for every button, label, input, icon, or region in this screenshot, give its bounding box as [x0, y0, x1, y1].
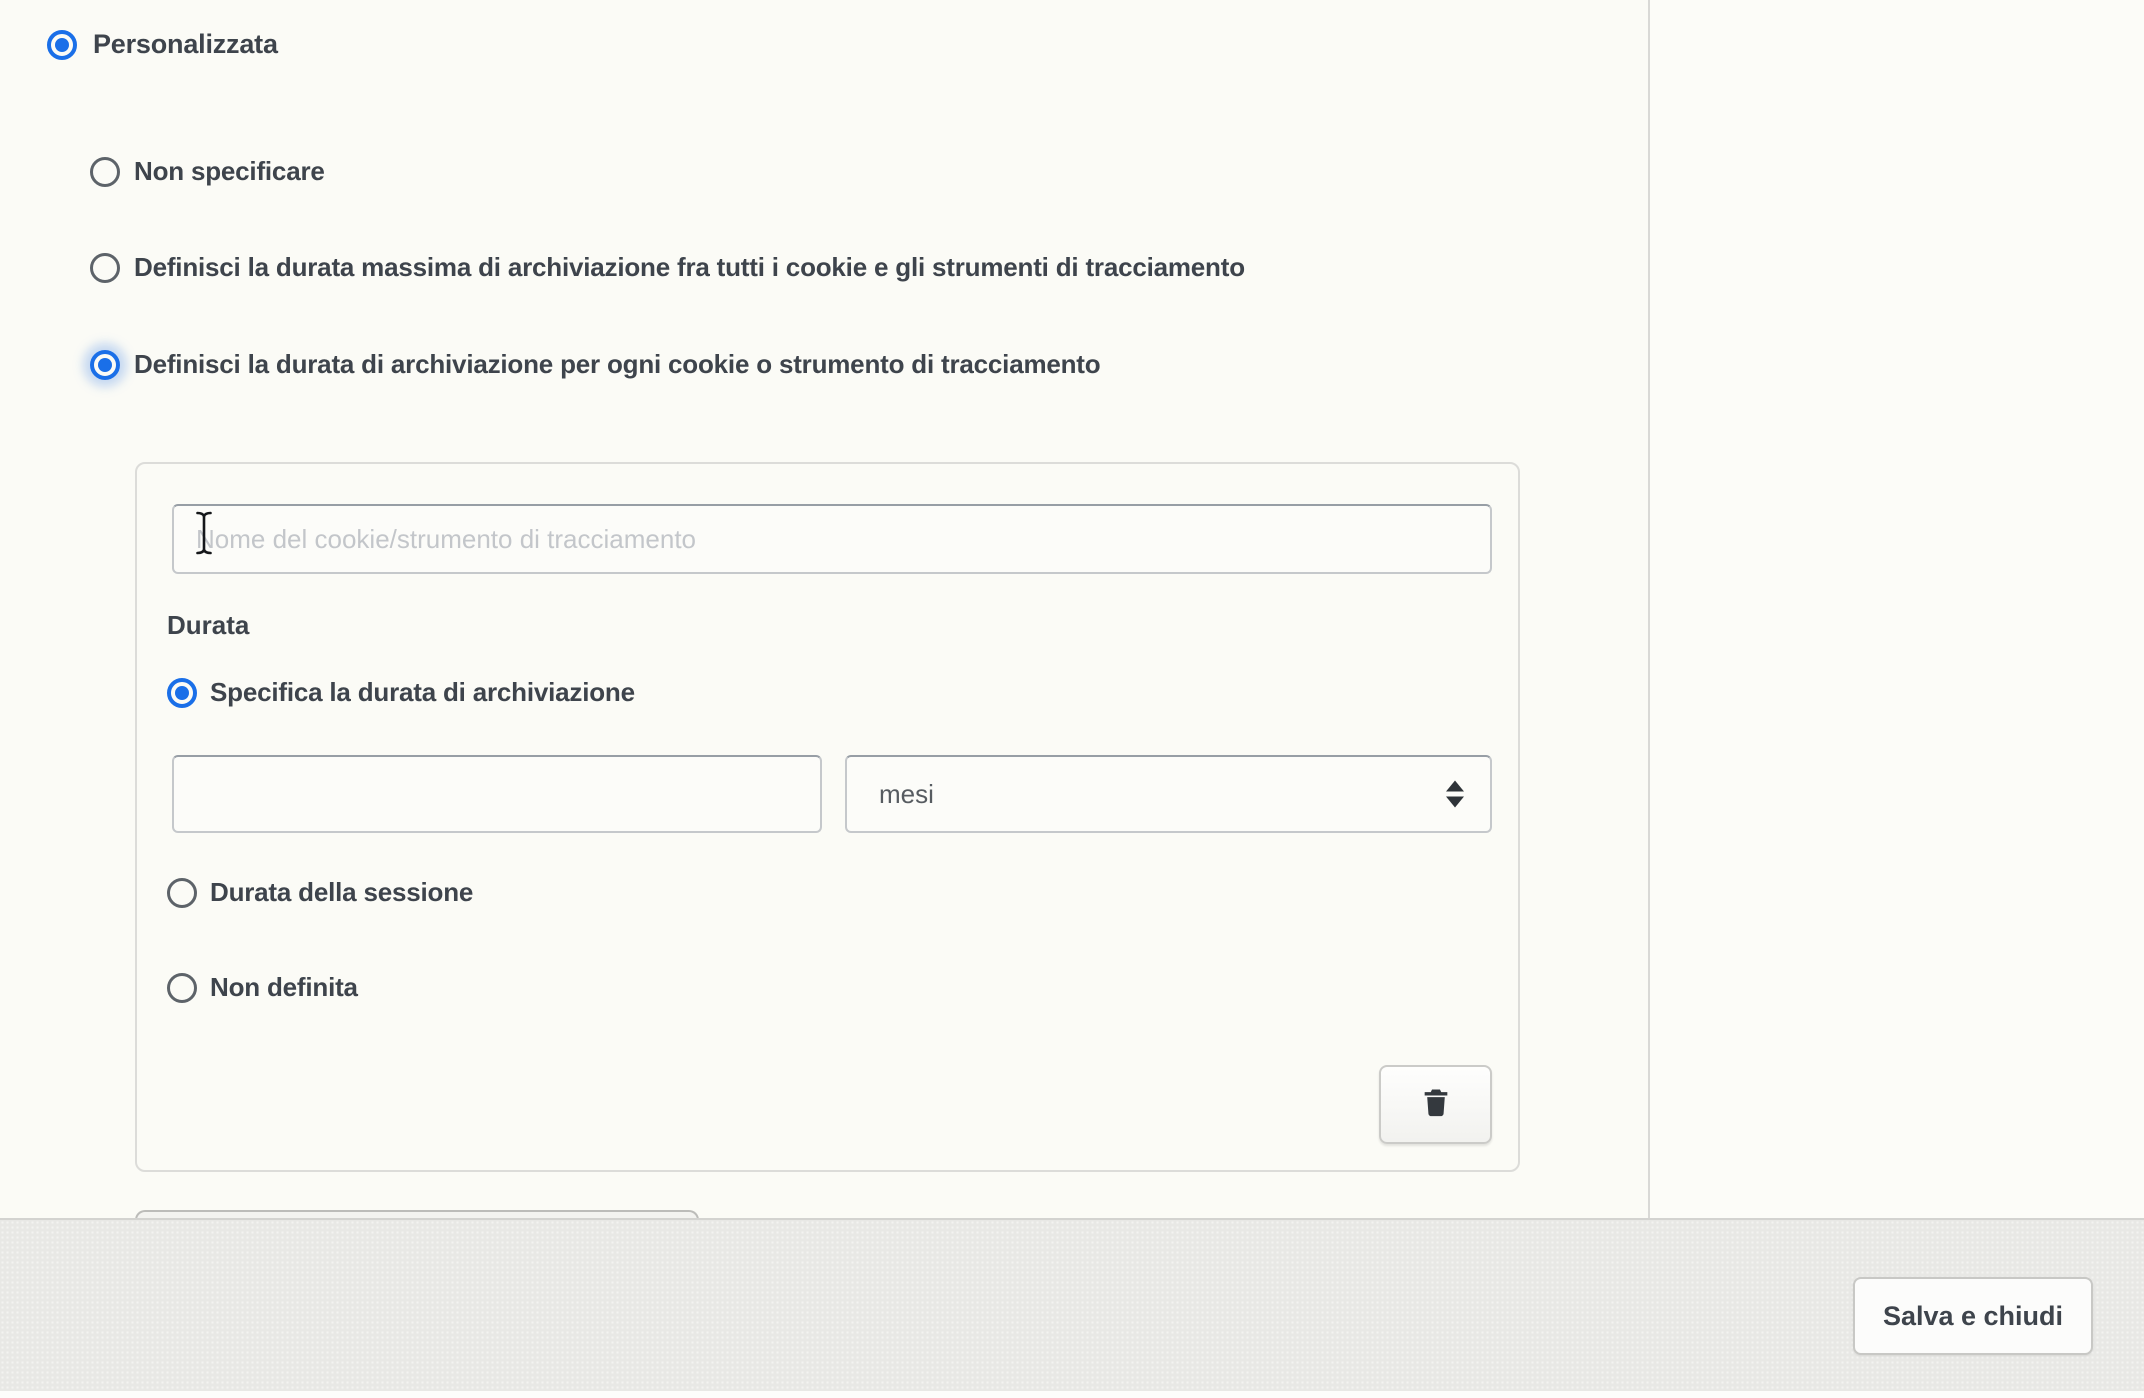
bottom-edge-strip: [0, 1391, 2144, 1398]
footer-bar: [0, 1218, 2144, 1398]
radio-option-durata-massima[interactable]: [90, 252, 1245, 283]
duration-unit-select[interactable]: [845, 755, 1492, 833]
radio-label[interactable]: Definisci la durata di archiviazione per ogni cookie o strumento di tracciamento: [134, 349, 1101, 379]
radio-option-non-specificare[interactable]: [90, 156, 325, 187]
radio-option-durata-per-ogni-cookie[interactable]: [90, 349, 1100, 380]
radio-button-unselected[interactable]: [167, 878, 197, 908]
radio-label[interactable]: Specifica la durata di archiviazione: [210, 677, 635, 707]
radio-option-personalizzata[interactable]: [47, 29, 278, 60]
radio-label[interactable]: Non specificare: [134, 156, 325, 186]
radio-label[interactable]: Non definita: [210, 972, 358, 1002]
select-arrows-icon: [1446, 781, 1464, 808]
radio-button-unselected[interactable]: [167, 973, 197, 1003]
radio-label[interactable]: Definisci la durata massima di archiviazione fra tutti i cookie e gli strumenti di tracciamento: [134, 252, 1245, 282]
save-and-close-button[interactable]: Salva e chiudi: [1853, 1277, 2093, 1355]
radio-label[interactable]: Personalizzata: [93, 29, 278, 59]
cookie-entry-card: [135, 462, 1520, 1172]
right-side-panel: [1650, 0, 2144, 1218]
radio-option-specifica-durata[interactable]: [167, 677, 635, 708]
duration-unit-selected-value: mesi: [879, 778, 934, 809]
radio-button-unselected[interactable]: [90, 253, 120, 283]
cookie-name-input[interactable]: [172, 504, 1492, 574]
radio-button-selected[interactable]: [47, 30, 77, 60]
radio-button-unselected[interactable]: [90, 157, 120, 187]
radio-label[interactable]: Durata della sessione: [210, 877, 474, 907]
trash-icon: [1419, 1084, 1453, 1125]
duration-section-label: Durata: [167, 610, 250, 640]
radio-option-durata-sessione[interactable]: [167, 877, 473, 908]
duration-fields-row: [172, 755, 1492, 833]
radio-button-selected-focused[interactable]: [90, 350, 120, 380]
delete-cookie-button[interactable]: [1379, 1065, 1492, 1144]
duration-amount-input[interactable]: [172, 755, 822, 833]
radio-option-non-definita[interactable]: [167, 972, 358, 1003]
vertical-divider: [1648, 0, 1650, 1218]
radio-button-selected[interactable]: [167, 678, 197, 708]
